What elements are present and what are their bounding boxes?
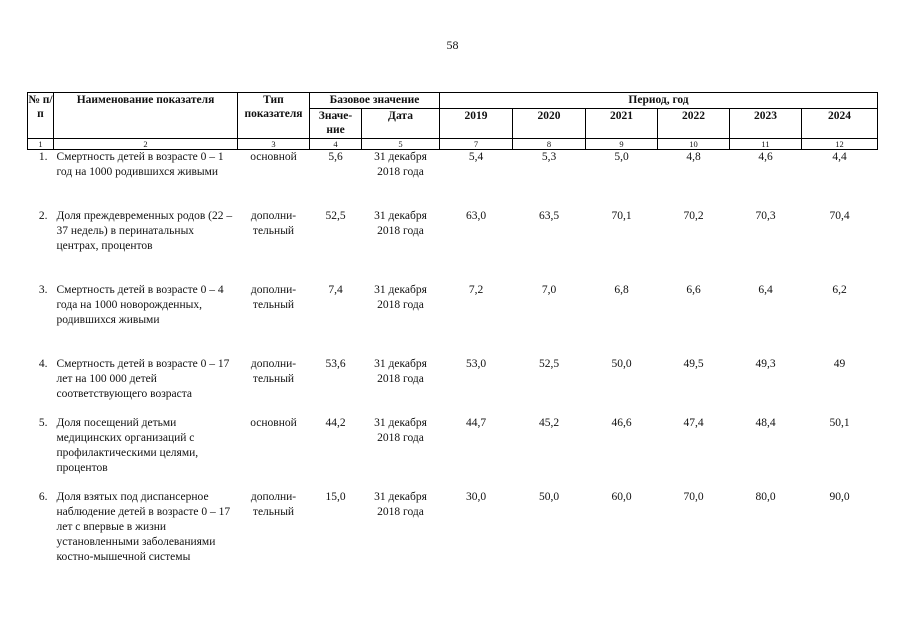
period-value: 52,5	[538, 357, 560, 370]
header-no: № п/п	[28, 93, 54, 139]
header-type: Тип показателя	[238, 93, 310, 139]
indicator-name: Доля посещений детьми медицинских организаций с профилактическими целями, процентов	[56, 416, 199, 474]
indicator-type: дополни-тельный	[250, 490, 297, 518]
period-value: 50,0	[611, 357, 632, 370]
period-value: 70,1	[611, 209, 632, 222]
period-value: 6,6	[686, 283, 701, 296]
period-value: 49,5	[683, 357, 704, 370]
base-value: 7,4	[328, 283, 343, 296]
period-value: 90,0	[829, 490, 850, 503]
header-base-date: Дата	[362, 109, 440, 139]
header-year: 2019	[440, 109, 513, 139]
period-value: 70,0	[683, 490, 704, 503]
period-value: 7,0	[541, 283, 557, 296]
period-value: 48,4	[755, 416, 776, 429]
indicator-type: дополни-тельный	[250, 357, 297, 385]
header-year: 2024	[802, 109, 878, 139]
period-value: 70,2	[683, 209, 704, 222]
header-name: Наименование показателя	[54, 93, 238, 139]
period-value: 5,4	[468, 151, 484, 163]
indicator-type: дополни-тельный	[250, 209, 297, 237]
row-number: 1.	[38, 151, 48, 163]
table-row	[28, 357, 878, 416]
base-value: 44,2	[325, 416, 346, 429]
period-value: 53,0	[465, 357, 487, 370]
indicators-table	[27, 92, 878, 582]
indicator-type: основной	[250, 416, 297, 429]
row-number: 3.	[38, 283, 48, 296]
period-value: 60,0	[611, 490, 632, 503]
table-row	[28, 490, 878, 582]
period-value: 6,8	[614, 283, 629, 296]
indicator-name: Смертность детей в возрасте 0 – 17 лет на 100 000 детей соответствующего возраста	[56, 357, 230, 400]
column-number: 3	[238, 139, 310, 150]
period-value: 70,4	[829, 209, 850, 222]
row-number: 2.	[38, 209, 48, 222]
column-number: 4	[310, 139, 362, 150]
period-value: 5,0	[614, 151, 629, 163]
column-number: 12	[802, 139, 878, 150]
period-value: 6,2	[832, 283, 847, 296]
base-value: 52,5	[325, 209, 346, 222]
column-number: 1	[28, 139, 54, 150]
column-number: 2	[54, 139, 238, 150]
column-number-row	[28, 139, 878, 150]
period-value: 4,4	[832, 151, 847, 163]
base-value: 5,6	[328, 151, 343, 163]
indicator-type: дополни-тельный	[250, 283, 297, 311]
header-base: Базовое значение	[310, 93, 440, 109]
base-value: 15,0	[325, 490, 346, 503]
column-number: 5	[362, 139, 440, 150]
period-value: 7,2	[468, 283, 484, 296]
base-date: 31 декабря 2018 года	[374, 490, 427, 518]
header-year: 2023	[730, 109, 802, 139]
page-number: 58	[446, 38, 459, 52]
header-year: 2022	[658, 109, 730, 139]
period-value: 5,3	[541, 151, 557, 163]
column-number: 8	[513, 139, 586, 150]
column-number: 10	[658, 139, 730, 150]
period-value: 45,2	[538, 416, 560, 429]
base-date: 31 декабря 2018 года	[374, 357, 427, 385]
period-value: 50,1	[829, 416, 850, 429]
period-value: 46,6	[611, 416, 632, 429]
period-value: 4,6	[758, 151, 773, 163]
period-value: 49,3	[755, 357, 776, 370]
base-date: 31 декабря 2018 года	[374, 283, 427, 311]
period-value: 44,7	[465, 416, 487, 429]
indicator-type: основной	[250, 151, 297, 163]
period-value: 70,3	[755, 209, 776, 222]
period-value: 80,0	[755, 490, 776, 503]
table-row	[28, 150, 878, 209]
row-number: 6.	[38, 490, 48, 503]
table-row	[28, 209, 878, 283]
base-date: 31 декабря 2018 года	[374, 416, 427, 444]
header-base-value: Значе-ние	[310, 109, 362, 139]
base-date: 31 декабря 2018 года	[374, 151, 427, 178]
table-row	[28, 283, 878, 357]
header-year: 2020	[513, 109, 586, 139]
row-number: 4.	[38, 357, 48, 370]
base-value: 53,6	[325, 357, 346, 370]
period-value: 63,5	[538, 209, 560, 222]
period-value: 30,0	[465, 490, 487, 503]
period-value: 4,8	[686, 151, 701, 163]
header-period: Период, год	[440, 93, 878, 109]
column-number: 9	[586, 139, 658, 150]
row-number: 5.	[38, 416, 48, 429]
header-year: 2021	[586, 109, 658, 139]
period-value: 50,0	[538, 490, 560, 503]
period-value: 6,4	[758, 283, 773, 296]
period-value: 49	[833, 357, 846, 370]
table-row	[28, 416, 878, 490]
indicator-name: Смертность детей в возрасте 0 – 1 год на 1000 родившихся живыми	[56, 151, 224, 178]
period-value: 47,4	[683, 416, 704, 429]
base-date: 31 декабря 2018 года	[374, 209, 427, 237]
column-number: 7	[440, 139, 513, 150]
indicator-name: Доля преждевременных родов (22 – 37 недель) в перинатальных центрах, процентов	[56, 209, 233, 252]
indicator-name: Смертность детей в возрасте 0 – 4 года на 1000 новорожденных, родившихся живыми	[56, 283, 224, 326]
period-value: 63,0	[465, 209, 487, 222]
indicator-name: Доля взятых под диспансерное наблюдение детей в возрасте 0 – 17 лет с впервые в жизни установленными заболеваниями костно-мышечной системы	[56, 490, 231, 563]
column-number: 11	[730, 139, 802, 150]
